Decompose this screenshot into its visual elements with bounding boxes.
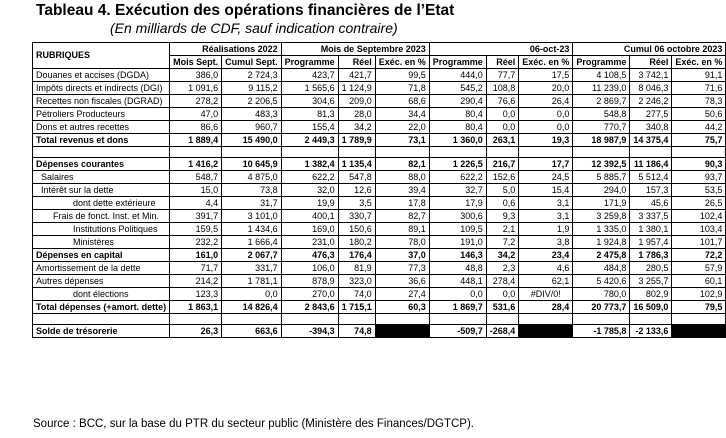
value-cell: 330,7 xyxy=(338,210,375,223)
value-cell: 80,4 xyxy=(429,108,486,121)
value-cell: 421,7 xyxy=(338,69,375,82)
value-cell: 622,2 xyxy=(429,171,486,184)
row-label: Douanes et accises (DGDA) xyxy=(33,69,170,82)
value-cell: 1 869,7 xyxy=(429,301,486,314)
value-cell: 5,0 xyxy=(486,184,519,197)
value-cell: 3,8 xyxy=(519,236,573,249)
empty-cell xyxy=(486,314,519,325)
value-cell: 3,1 xyxy=(519,210,573,223)
table-row xyxy=(33,95,726,108)
value-cell: 19,3 xyxy=(519,134,573,147)
value-cell: 60,1 xyxy=(672,275,726,288)
value-cell: 17,5 xyxy=(519,69,573,82)
value-cell: 802,9 xyxy=(630,288,672,301)
value-cell: 5 512,4 xyxy=(630,171,672,184)
value-cell: 72,2 xyxy=(672,249,726,262)
table-row xyxy=(33,171,726,184)
value-cell: 331,7 xyxy=(222,262,282,275)
table-row xyxy=(33,210,726,223)
empty-cell xyxy=(519,314,573,325)
value-cell: 176,4 xyxy=(338,249,375,262)
value-cell: 1 666,4 xyxy=(222,236,282,249)
value-cell: 391,7 xyxy=(170,210,222,223)
value-cell: 216,7 xyxy=(486,158,519,171)
value-cell: 159,5 xyxy=(170,223,222,236)
value-cell: 0,0 xyxy=(429,288,486,301)
value-cell: 663,6 xyxy=(222,325,282,338)
empty-cell xyxy=(429,314,486,325)
value-cell: 300,6 xyxy=(429,210,486,223)
value-cell: 231,0 xyxy=(281,236,338,249)
value-cell: 484,8 xyxy=(573,262,630,275)
value-cell: 2,1 xyxy=(486,223,519,236)
value-cell: 0,0 xyxy=(486,108,519,121)
table-row xyxy=(33,223,726,236)
value-cell: 2 843,6 xyxy=(281,301,338,314)
value-cell: 191,0 xyxy=(429,236,486,249)
empty-cell xyxy=(486,147,519,158)
value-cell: 1 715,1 xyxy=(338,301,375,314)
value-cell: 548,8 xyxy=(573,108,630,121)
value-cell: 1 382,4 xyxy=(281,158,338,171)
empty-cell xyxy=(630,147,672,158)
value-cell: 78,0 xyxy=(375,236,429,249)
value-cell: 14 375,4 xyxy=(630,134,672,147)
blank-cell xyxy=(375,325,429,338)
value-cell: -509,7 xyxy=(429,325,486,338)
value-cell: 12 392,5 xyxy=(573,158,630,171)
value-cell: 16 509,0 xyxy=(630,301,672,314)
subheader-cell: Exéc. en % xyxy=(672,56,726,69)
value-cell: 22,0 xyxy=(375,121,429,134)
subheader-cell: Programme xyxy=(573,56,630,69)
row-label: Institutions Politiques xyxy=(33,223,170,236)
value-cell: 5 420,6 xyxy=(573,275,630,288)
value-cell: 152,6 xyxy=(486,171,519,184)
value-cell: 60,3 xyxy=(375,301,429,314)
value-cell: 1 924,8 xyxy=(573,236,630,249)
row-label: Dons et autres recettes xyxy=(33,121,170,134)
value-cell: 8 046,3 xyxy=(630,82,672,95)
value-cell: 386,0 xyxy=(170,69,222,82)
value-cell: 2 869,7 xyxy=(573,95,630,108)
value-cell: -1 785,8 xyxy=(573,325,630,338)
value-cell: 2 724,3 xyxy=(222,69,282,82)
value-cell: 23,4 xyxy=(519,249,573,262)
value-cell: 12,6 xyxy=(338,184,375,197)
value-cell: 323,0 xyxy=(338,275,375,288)
value-cell: 2,3 xyxy=(486,262,519,275)
row-label: Autres dépenses xyxy=(33,275,170,288)
value-cell: 2 449,3 xyxy=(281,134,338,147)
value-cell: 0,0 xyxy=(519,121,573,134)
value-cell: 80,4 xyxy=(429,121,486,134)
value-cell: 14 826,4 xyxy=(222,301,282,314)
value-cell: 3 742,1 xyxy=(630,69,672,82)
value-cell: 150,6 xyxy=(338,223,375,236)
value-cell: 73,1 xyxy=(375,134,429,147)
value-cell: 444,0 xyxy=(429,69,486,82)
value-cell: 90,3 xyxy=(672,158,726,171)
spacer-row xyxy=(33,314,726,325)
value-cell: 340,8 xyxy=(630,121,672,134)
value-cell: 39,4 xyxy=(375,184,429,197)
empty-cell xyxy=(375,314,429,325)
empty-cell xyxy=(630,314,672,325)
value-cell: 270,0 xyxy=(281,288,338,301)
value-cell: 9 115,2 xyxy=(222,82,282,95)
value-cell: 77,7 xyxy=(486,69,519,82)
value-cell: 34,2 xyxy=(486,249,519,262)
value-cell: 0,0 xyxy=(486,121,519,134)
value-cell: 2 246,2 xyxy=(630,95,672,108)
empty-cell xyxy=(281,314,338,325)
value-cell: 68,6 xyxy=(375,95,429,108)
value-cell: 531,6 xyxy=(486,301,519,314)
value-cell: 483,3 xyxy=(222,108,282,121)
value-cell: #DIV/0! xyxy=(519,288,573,301)
subheader-cell: Réel xyxy=(486,56,519,69)
value-cell: 146,3 xyxy=(429,249,486,262)
table-row xyxy=(33,275,726,288)
spacer-row xyxy=(33,147,726,158)
value-cell: 1 380,1 xyxy=(630,223,672,236)
value-cell: 11 186,4 xyxy=(630,158,672,171)
value-cell: 45,6 xyxy=(630,197,672,210)
value-cell: 28,4 xyxy=(519,301,573,314)
value-cell: 28,0 xyxy=(338,108,375,121)
value-cell: 0,0 xyxy=(486,288,519,301)
empty-cell xyxy=(573,147,630,158)
table-row xyxy=(33,325,726,338)
value-cell: 75,7 xyxy=(672,134,726,147)
value-cell: 15,0 xyxy=(170,184,222,197)
table-row xyxy=(33,262,726,275)
value-cell: 155,4 xyxy=(281,121,338,134)
value-cell: 32,0 xyxy=(281,184,338,197)
value-cell: 9,3 xyxy=(486,210,519,223)
value-cell: 93,7 xyxy=(672,171,726,184)
table-row xyxy=(33,121,726,134)
value-cell: 32,7 xyxy=(429,184,486,197)
value-cell: 263,1 xyxy=(486,134,519,147)
empty-cell xyxy=(672,147,726,158)
subheader-cell: Mois Sept. xyxy=(170,56,222,69)
value-cell: -394,3 xyxy=(281,325,338,338)
value-cell: 1 091,6 xyxy=(170,82,222,95)
subheader-cell: Réel xyxy=(630,56,672,69)
value-cell: 102,9 xyxy=(672,288,726,301)
value-cell: 17,9 xyxy=(429,197,486,210)
value-cell: -2 133,6 xyxy=(630,325,672,338)
value-cell: 4,6 xyxy=(519,262,573,275)
value-cell: 37,0 xyxy=(375,249,429,262)
value-cell: 1 434,6 xyxy=(222,223,282,236)
value-cell: 50,6 xyxy=(672,108,726,121)
row-label: Dépenses en capital xyxy=(33,249,170,262)
value-cell: 89,1 xyxy=(375,223,429,236)
row-label: Pétroliers Producteurs xyxy=(33,108,170,121)
value-cell: 44,2 xyxy=(672,121,726,134)
value-cell: 20,0 xyxy=(519,82,573,95)
value-cell: 26,3 xyxy=(170,325,222,338)
value-cell: 20 773,7 xyxy=(573,301,630,314)
value-cell: 88,0 xyxy=(375,171,429,184)
value-cell: 960,7 xyxy=(222,121,282,134)
value-cell: 1 124,9 xyxy=(338,82,375,95)
value-cell: 161,0 xyxy=(170,249,222,262)
empty-cell xyxy=(222,147,282,158)
value-cell: 15,4 xyxy=(519,184,573,197)
value-cell: 780,0 xyxy=(573,288,630,301)
row-label: Ministères xyxy=(33,236,170,249)
value-cell: 17,8 xyxy=(375,197,429,210)
value-cell: 1 957,4 xyxy=(630,236,672,249)
value-cell: 91,1 xyxy=(672,69,726,82)
source-note: Source : BCC, sur la base du PTR du secteur public (Ministère des Finances/DGTCP). xyxy=(33,418,475,430)
subheader-cell: Programme xyxy=(429,56,486,69)
header-rubriques: RUBRIQUES xyxy=(33,43,170,69)
row-label: Impôts directs et indirects (DGI) xyxy=(33,82,170,95)
value-cell: 53,5 xyxy=(672,184,726,197)
value-cell: 24,5 xyxy=(519,171,573,184)
value-cell: 36,6 xyxy=(375,275,429,288)
value-cell: 7,2 xyxy=(486,236,519,249)
value-cell: 15 490,0 xyxy=(222,134,282,147)
value-cell: 280,5 xyxy=(630,262,672,275)
table-title: Tableau 4. Exécution des opérations financières de l’Etat xyxy=(36,2,455,19)
value-cell: 10 645,9 xyxy=(222,158,282,171)
value-cell: 180,2 xyxy=(338,236,375,249)
value-cell: 545,2 xyxy=(429,82,486,95)
value-cell: 290,4 xyxy=(429,95,486,108)
value-cell: 622,2 xyxy=(281,171,338,184)
value-cell: 17,7 xyxy=(519,158,573,171)
subheader-cell: Programme xyxy=(281,56,338,69)
value-cell: 103,4 xyxy=(672,223,726,236)
empty-cell xyxy=(672,314,726,325)
header-06-oct-23: 06-oct-23 xyxy=(429,43,573,56)
value-cell: 19,9 xyxy=(281,197,338,210)
value-cell: 214,2 xyxy=(170,275,222,288)
value-cell: 78,3 xyxy=(672,95,726,108)
value-cell: 169,0 xyxy=(281,223,338,236)
table-row xyxy=(33,184,726,197)
value-cell: 294,0 xyxy=(573,184,630,197)
value-cell: 1 335,0 xyxy=(573,223,630,236)
empty-cell xyxy=(429,147,486,158)
value-cell: 99,5 xyxy=(375,69,429,82)
value-cell: 1 781,1 xyxy=(222,275,282,288)
row-label: Recettes non fiscales (DGRAD) xyxy=(33,95,170,108)
value-cell: 82,7 xyxy=(375,210,429,223)
empty-cell xyxy=(338,314,375,325)
table-subtitle: (En milliards de CDF, sauf indication contraire) xyxy=(110,20,398,36)
value-cell: 1 863,1 xyxy=(170,301,222,314)
value-cell: 548,7 xyxy=(170,171,222,184)
value-cell: 157,3 xyxy=(630,184,672,197)
value-cell: 770,7 xyxy=(573,121,630,134)
table-row xyxy=(33,197,726,210)
header-septembre-2023: Mois de Septembre 2023 xyxy=(281,43,429,56)
empty-cell xyxy=(170,314,222,325)
value-cell: 3 337,5 xyxy=(630,210,672,223)
value-cell: 73,8 xyxy=(222,184,282,197)
header-realisations-2022: Réalisations 2022 xyxy=(170,43,282,56)
empty-cell xyxy=(170,147,222,158)
value-cell: 71,6 xyxy=(672,82,726,95)
empty-cell xyxy=(375,147,429,158)
value-cell: 81,9 xyxy=(338,262,375,275)
table-row xyxy=(33,134,726,147)
value-cell: 1 135,4 xyxy=(338,158,375,171)
value-cell: 57,9 xyxy=(672,262,726,275)
value-cell: 108,8 xyxy=(486,82,519,95)
value-cell: 2 475,8 xyxy=(573,249,630,262)
value-cell: 71,7 xyxy=(170,262,222,275)
value-cell: 34,4 xyxy=(375,108,429,121)
value-cell: 31,7 xyxy=(222,197,282,210)
value-cell: 1 416,2 xyxy=(170,158,222,171)
value-cell: 1 226,5 xyxy=(429,158,486,171)
value-cell: 1 565,6 xyxy=(281,82,338,95)
value-cell: 2 206,5 xyxy=(222,95,282,108)
blank-cell xyxy=(519,325,573,338)
value-cell: 1 360,0 xyxy=(429,134,486,147)
value-cell: 0,0 xyxy=(222,288,282,301)
financial-operations-table xyxy=(32,42,726,338)
value-cell: 81,3 xyxy=(281,108,338,121)
header-cumul-06-octobre: Cumul 06 octobre 2023 xyxy=(573,43,726,56)
value-cell: 26,5 xyxy=(672,197,726,210)
blank-cell xyxy=(672,325,726,338)
value-cell: 123,3 xyxy=(170,288,222,301)
empty-cell xyxy=(573,314,630,325)
table-row xyxy=(33,82,726,95)
value-cell: 71,8 xyxy=(375,82,429,95)
row-label: Intérêt sur la dette xyxy=(33,184,170,197)
value-cell: 4 108,5 xyxy=(573,69,630,82)
empty-cell xyxy=(222,314,282,325)
empty-cell xyxy=(281,147,338,158)
value-cell: 209,0 xyxy=(338,95,375,108)
value-cell: 101,7 xyxy=(672,236,726,249)
value-cell: 106,0 xyxy=(281,262,338,275)
value-cell: 82,1 xyxy=(375,158,429,171)
value-cell: 1 786,3 xyxy=(630,249,672,262)
row-label: dont dette extérieure xyxy=(33,197,170,210)
row-label: Total revenus et dons xyxy=(33,134,170,147)
value-cell: 171,9 xyxy=(573,197,630,210)
empty-cell xyxy=(33,147,170,158)
value-cell: -268,4 xyxy=(486,325,519,338)
value-cell: 3 255,7 xyxy=(630,275,672,288)
value-cell: 400,1 xyxy=(281,210,338,223)
value-cell: 1 889,4 xyxy=(170,134,222,147)
value-cell: 0,6 xyxy=(486,197,519,210)
value-cell: 304,6 xyxy=(281,95,338,108)
subheader-cell: Cumul Sept. xyxy=(222,56,282,69)
table-row xyxy=(33,249,726,262)
value-cell: 5 885,7 xyxy=(573,171,630,184)
value-cell: 1,9 xyxy=(519,223,573,236)
subheader-cell: Exéc. en % xyxy=(519,56,573,69)
value-cell: 4,4 xyxy=(170,197,222,210)
value-cell: 102,4 xyxy=(672,210,726,223)
row-label: Frais de fonct. Inst. et Min. xyxy=(33,210,170,223)
empty-cell xyxy=(519,147,573,158)
value-cell: 77,3 xyxy=(375,262,429,275)
value-cell: 26,4 xyxy=(519,95,573,108)
value-cell: 62,1 xyxy=(519,275,573,288)
table-row xyxy=(33,158,726,171)
value-cell: 2 067,7 xyxy=(222,249,282,262)
row-label: Amortissement de la dette xyxy=(33,262,170,275)
row-label: dont élections xyxy=(33,288,170,301)
value-cell: 18 987,9 xyxy=(573,134,630,147)
value-cell: 3 101,0 xyxy=(222,210,282,223)
value-cell: 476,3 xyxy=(281,249,338,262)
value-cell: 4 875,0 xyxy=(222,171,282,184)
value-cell: 423,7 xyxy=(281,69,338,82)
table-row xyxy=(33,108,726,121)
empty-cell xyxy=(338,147,375,158)
value-cell: 3,1 xyxy=(519,197,573,210)
value-cell: 547,8 xyxy=(338,171,375,184)
table-row xyxy=(33,236,726,249)
value-cell: 1 789,9 xyxy=(338,134,375,147)
table-row xyxy=(33,301,726,314)
value-cell: 277,5 xyxy=(630,108,672,121)
value-cell: 76,6 xyxy=(486,95,519,108)
value-cell: 3 259,8 xyxy=(573,210,630,223)
value-cell: 74,0 xyxy=(338,288,375,301)
value-cell: 448,1 xyxy=(429,275,486,288)
value-cell: 34,2 xyxy=(338,121,375,134)
value-cell: 86,6 xyxy=(170,121,222,134)
value-cell: 278,2 xyxy=(170,95,222,108)
value-cell: 79,5 xyxy=(672,301,726,314)
value-cell: 47,0 xyxy=(170,108,222,121)
value-cell: 74,8 xyxy=(338,325,375,338)
value-cell: 278,4 xyxy=(486,275,519,288)
table-row xyxy=(33,288,726,301)
row-label: Salaires xyxy=(33,171,170,184)
empty-cell xyxy=(33,314,170,325)
row-label: Total dépenses (+amort. dette) xyxy=(33,301,170,314)
value-cell: 109,5 xyxy=(429,223,486,236)
value-cell: 0,0 xyxy=(519,108,573,121)
table-row xyxy=(33,69,726,82)
subheader-cell: Réel xyxy=(338,56,375,69)
value-cell: 27,4 xyxy=(375,288,429,301)
value-cell: 3,5 xyxy=(338,197,375,210)
value-cell: 48,8 xyxy=(429,262,486,275)
value-cell: 878,9 xyxy=(281,275,338,288)
row-label: Solde de trésorerie xyxy=(33,325,170,338)
value-cell: 232,2 xyxy=(170,236,222,249)
value-cell: 11 239,0 xyxy=(573,82,630,95)
subheader-cell: Exéc. en % xyxy=(375,56,429,69)
row-label: Dépenses courantes xyxy=(33,158,170,171)
